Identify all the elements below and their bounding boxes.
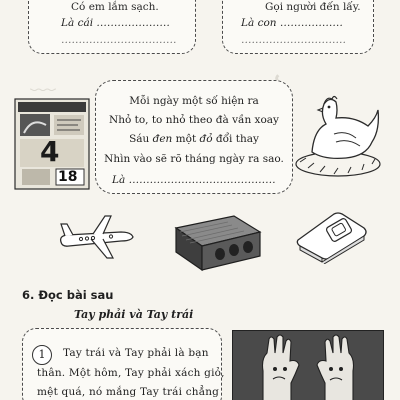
hands-image [232,330,384,400]
poem-line-3-em2: đỏ [199,133,213,145]
riddle-left-answer: Là cái ………………… [61,17,170,29]
poem-line-3-em1: đen [152,133,173,145]
riddle-right-answer: Là con ……………… [241,17,343,29]
story-line-3: mệt quá, nó mắng Tay trái chẳng [37,386,220,398]
story-line-1: Tay trái và Tay phải là bạn [63,347,209,359]
story-box [22,328,225,400]
poem-line-3-post: đổi thay [212,133,259,145]
riddle-box-right [222,0,374,54]
poem-line-3-pre: Sáu [129,133,153,145]
poem-answer: Là …………………………………… [112,174,276,186]
eraser-image [292,208,372,268]
riddle-box-left [28,0,196,54]
poem-box [95,80,293,194]
hen-image [290,90,386,186]
section-title: 6. Đọc bài sau [22,288,114,302]
poem-line-2: Nhỏ to, to nhỏ theo đà vần xoay [109,114,279,126]
poem-line-4: Nhìn vào sẽ rõ tháng ngày ra sao. [104,153,284,165]
poem-line-1: Mỗi ngày một số hiện ra [129,95,259,107]
poem-line-3-mid: một [172,133,200,145]
paragraph-number: 1 [32,345,52,365]
calendar-day: 18 [58,169,78,185]
worksheet-page: ﹏ Có em lắm sạch. Là cái ………………… …………………………… Gọi người đến lấy. Là con ……………… ………………………… 4 18 Mỗi ngày một số hiện ra Nhỏ to, to nhỏ theo đà vần xoay Sáu đen một đỏ đổi thay Nhìn vào sẽ rõ tháng ngày ra sao. Là …………………………………… 6. Đọc bài sau Tay phải và Tay trái 1 Tay trái và Tay phải là bạn thân. Một hôm, Tay phải xách giỏ, mệt quá, nó mắng Tay trái chẳng [0,0,400,400]
riddle-right-dots: ………………………… [241,34,346,46]
riddle-right-line: Gọi người đến lấy. [265,1,361,13]
poem-line-3 [96,133,292,145]
story-title: Tay phải và Tay trái [74,308,194,321]
riddle-left-line: Có em lắm sạch. [71,1,159,13]
calendar-month-digit: 4 [40,135,60,168]
brick-image [172,212,264,276]
riddle-left-dots: …………………………… [61,34,177,46]
airplane-image [55,208,137,268]
story-line-2: thân. Một hôm, Tay phải xách giỏ, [37,367,225,379]
calendar-image [12,95,92,191]
